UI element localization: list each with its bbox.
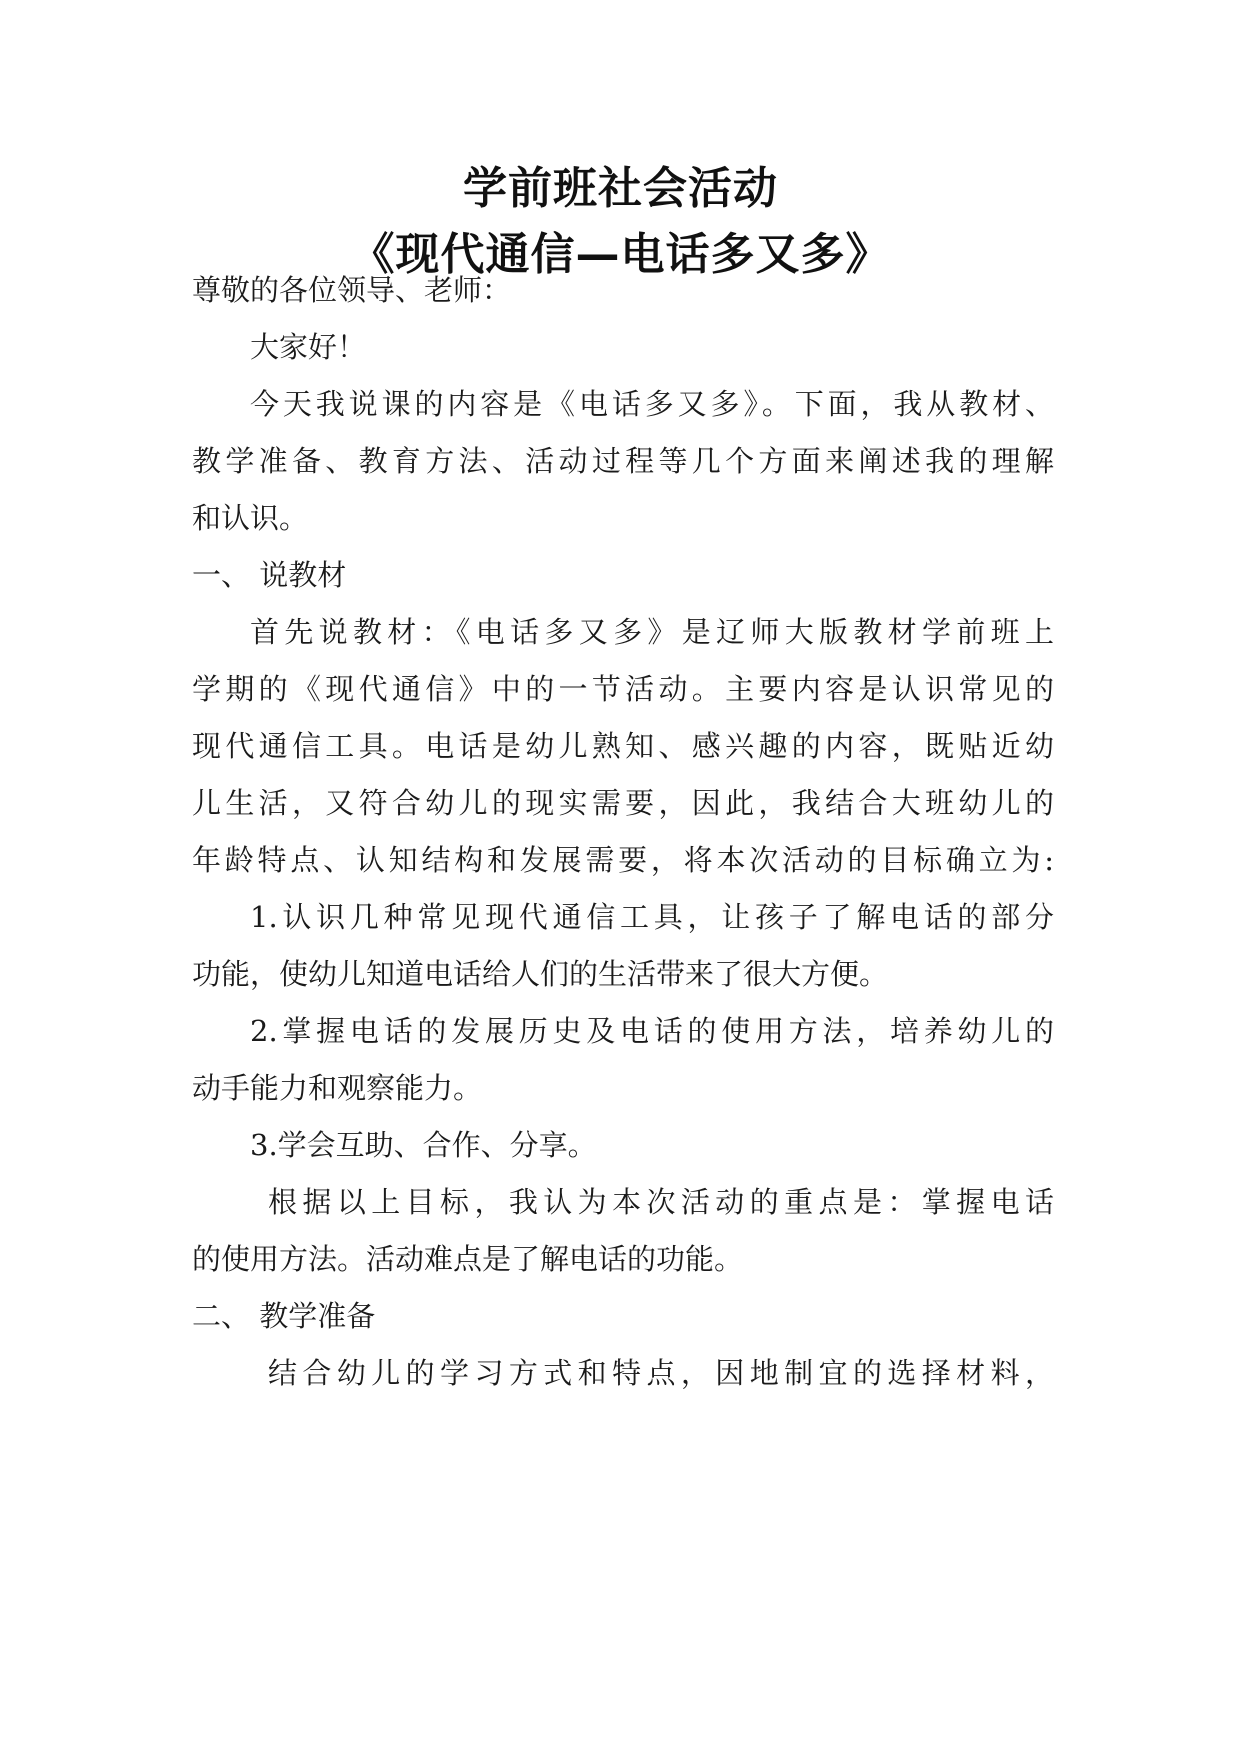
paragraph-line: 今天我说课的内容是《电话多又多》。下面，我从教材、 <box>250 387 1054 421</box>
paragraph-line: 和认识。 <box>192 501 309 535</box>
objective-item: 1.认识几种常见现代通信工具，让孩子了解电话的部分 <box>250 900 1054 934</box>
paragraph-line: 首先说教材：《电话多又多》是辽师大版教材学前班上 <box>250 615 1054 649</box>
objective-item: 3.学会互助、合作、分享。 <box>250 1128 597 1162</box>
paragraph-line: 功能，使幼儿知道电话给人们的生活带来了很大方便。 <box>192 957 889 991</box>
document-title-line1: 学前班社会活动 <box>463 163 778 214</box>
section-heading: 二、 教学准备 <box>192 1299 376 1333</box>
greeting-line: 大家好！ <box>250 330 367 364</box>
paragraph-line: 动手能力和观察能力。 <box>192 1071 483 1105</box>
paragraph-line: 儿生活，又符合幼儿的现实需要，因此，我结合大班幼儿的 <box>192 786 1054 820</box>
paragraph-line: 根据以上目标，我认为本次活动的重点是：掌握电话 <box>268 1185 1054 1219</box>
paragraph-line: 的使用方法。活动难点是了解电话的功能。 <box>192 1242 744 1276</box>
paragraph-line: 学期的《现代通信》中的一节活动。主要内容是认识常见的 <box>192 672 1054 706</box>
paragraph-line: 结合幼儿的学习方式和特点，因地制宜的选择材料， <box>268 1356 1054 1390</box>
document-title-line2: 《现代通信—电话多又多》 <box>350 229 891 280</box>
section-heading: 一、 说教材 <box>192 558 347 592</box>
objective-item: 2.掌握电话的发展历史及电话的使用方法，培养幼儿的 <box>250 1014 1054 1048</box>
salutation-line: 尊敬的各位领导、老师： <box>192 273 512 307</box>
paragraph-line: 年龄特点、认知结构和发展需要，将本次活动的目标确立为: <box>192 843 1054 877</box>
paragraph-line: 现代通信工具。电话是幼儿熟知、感兴趣的内容，既贴近幼 <box>192 729 1054 763</box>
paragraph-line: 教学准备、教育方法、活动过程等几个方面来阐述我的理解 <box>192 444 1054 478</box>
